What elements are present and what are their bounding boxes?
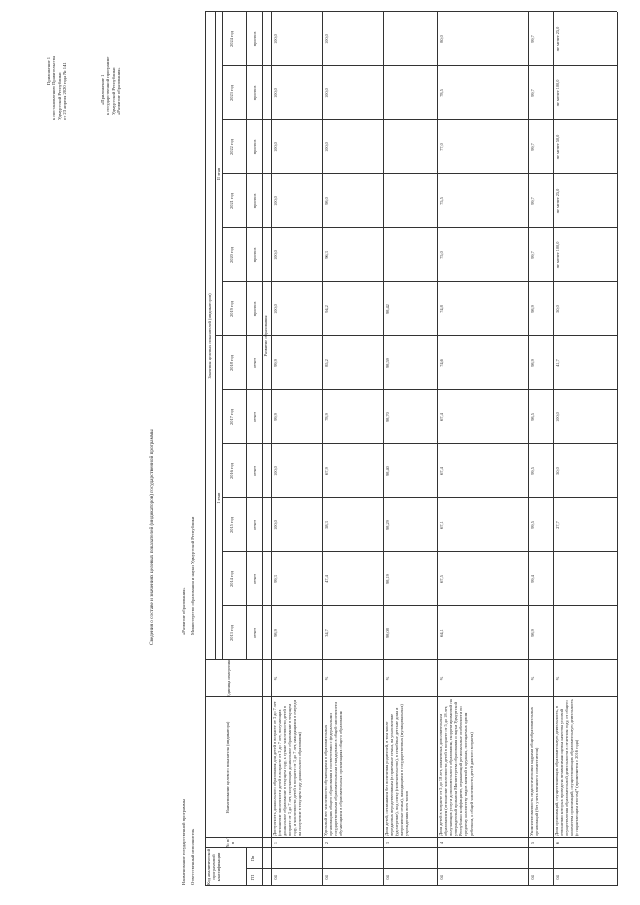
section-title: Развитие образования	[263, 315, 268, 357]
pp-header: Пп	[250, 855, 255, 862]
row-value: не менее 100,0	[555, 241, 560, 269]
row-num: 5	[530, 841, 535, 845]
year-header: 2015 год	[229, 517, 234, 533]
executor-label: Ответственный исполнитель	[190, 828, 195, 885]
stage-1-header: I этап	[216, 492, 221, 504]
row-gp: 04	[439, 875, 444, 880]
row-value: 74,8	[439, 305, 444, 313]
row-value: 100,0	[324, 88, 329, 98]
year-header: 2023 год	[229, 85, 234, 101]
row-num: 4	[439, 841, 444, 845]
row-value: 67,4	[439, 467, 444, 475]
row-name: Удельный вес численности обучающихся в образовательных организациях общего образования в соответствии с федеральными государственными образовательными стандартами в общей численности обучающихся в образовательных организациях общего образования	[323, 702, 344, 836]
year-header: 2013 год	[229, 625, 234, 641]
row-value: 67,9	[324, 467, 329, 475]
table-rule-v	[246, 868, 617, 869]
row-value: 34,7	[324, 629, 329, 637]
row-value: 100,0	[324, 34, 329, 44]
row-value: 98,70	[385, 412, 390, 422]
row-name: Доля организаций, осуществляющих образовательную деятельность, в отношении которых проведена независимая оценка качества условий осуществления образовательной деятельности в отчетном году, от общего количества организаций, осуществляющих образовательную деятельность (с нарастающим итогом)* (применяется с 2016 года)	[554, 699, 580, 836]
year-header: 2020 год	[229, 247, 234, 263]
row-value: не менее 100,0	[555, 79, 560, 107]
code-header: Код аналитической программной классификации	[206, 849, 222, 885]
row-value: 50,0	[555, 305, 560, 313]
year-header: 2021 год	[229, 193, 234, 209]
row-num: 3	[385, 841, 390, 845]
row-value: 67,5	[439, 575, 444, 583]
row-value: 98,08	[385, 628, 390, 638]
row-value: 100,0	[273, 466, 278, 476]
table-rule-h	[205, 12, 206, 886]
kind-header: прогноз	[252, 301, 257, 317]
row-value: 78,5	[439, 89, 444, 97]
table-rule-h	[246, 848, 247, 886]
row-value: 98,42	[385, 304, 390, 314]
row-value: 99,7	[530, 89, 535, 97]
row-name: Укомплектованность педагогическими кадрами общеобразовательных организаций (без учета внешнего совместителя)	[529, 707, 540, 836]
row-value: 98,9	[273, 629, 278, 637]
kind-header: отчет	[252, 627, 257, 639]
year-header: 2014 год	[229, 571, 234, 587]
year-header: 2017 год	[229, 409, 234, 425]
program-value: «Развитие образования»	[181, 587, 186, 635]
row-value: 85,2	[324, 359, 329, 367]
table-rule-h	[246, 12, 247, 660]
row-value: 99,7	[530, 251, 535, 259]
program-label: Наименование государственной программы	[181, 799, 186, 885]
kind-header: прогноз	[252, 139, 257, 155]
row-value: 67,1	[439, 521, 444, 529]
row-unit: %	[555, 676, 560, 681]
row-value: 47,4	[324, 575, 329, 583]
row-value: 27,7	[555, 521, 560, 529]
row-name: Доля детей в возрасте от 5 до 18 лет, охваченных дополнительным образованием (отношение численности детей в возрасте от 5 до 18 лет, получающих услуги дополнительного образования, скорректированной на утвержденный приказом Министерства образования и науки Удмуртской Республики коэффициент, отражающий региональные особенности по среднему количеству видов занятий в кружках, посещаемых одним ребенком, к общей численности детей данного возраста)	[438, 699, 474, 836]
kind-header: прогноз	[252, 247, 257, 263]
row-value: 98,9	[530, 305, 535, 313]
values-header: Значения целевых показателей (индикаторов)	[207, 293, 212, 379]
num-header: № п/п	[225, 838, 236, 848]
year-header: 2018 год	[229, 355, 234, 371]
appendix-line: Удмуртской Республики	[56, 72, 62, 120]
row-value: 99,3	[273, 575, 278, 583]
row-value: 98,59	[385, 358, 390, 368]
row-value: 99,5	[530, 521, 535, 529]
row-gp: 04	[273, 875, 278, 880]
year-header: 2024 год	[229, 31, 234, 47]
row-gp: 04	[555, 875, 560, 880]
row-value: 98,0	[324, 197, 329, 205]
kind-header: отчет	[252, 519, 257, 531]
row-value: 96,3	[324, 251, 329, 259]
year-header: 2019 год	[229, 301, 234, 317]
row-value: 100,0	[273, 142, 278, 152]
program-appendix-line: «Приложение 1	[100, 74, 105, 105]
row-value: 100,0	[273, 520, 278, 530]
year-header: 2016 год	[229, 463, 234, 479]
row-value: не менее 25,0	[555, 188, 560, 214]
row-unit: %	[324, 676, 329, 681]
row-name: Доступность дошкольного образования для детей в возрасте от 3 до 7 лет (отношение численности детей в возрасте от 3 до 7 лет, получающих дошкольное образование в текущем году, к сумме численности детей в возрасте от 3 до 7 лет, получающих дошкольное образование в текущем году, и численности детей в возрасте от 3 до 7 лет, находящихся в очереди на получение в текущем году дошкольного образования)	[272, 700, 303, 836]
kind-header: отчет	[252, 411, 257, 423]
row-value: 58,3	[324, 521, 329, 529]
row-unit: %	[530, 676, 535, 681]
appendix-line: от 23 апреля 2020 года № 141	[62, 62, 68, 120]
row-gp: 04	[530, 875, 535, 880]
row-value: 98,9	[530, 629, 535, 637]
row-value: 100,0	[273, 304, 278, 314]
row-value: 80,0	[439, 35, 444, 43]
executor-value: Министерство образования и науки Удмуртской Республики	[190, 516, 195, 635]
row-num: 1	[273, 841, 278, 845]
row-value: 100,0	[273, 88, 278, 98]
table-rule-v	[222, 605, 617, 606]
table-rule-h	[222, 12, 223, 660]
kind-header: прогноз	[252, 31, 257, 47]
row-value: 94,2	[324, 305, 329, 313]
appendix-line: Приложение 1	[46, 56, 51, 85]
row-unit: %	[273, 676, 278, 681]
program-appendix-line: к государственной программе	[105, 56, 111, 115]
row-value: 74,6	[439, 359, 444, 367]
name-header: Наименование целевого показателя (индикатора)	[225, 721, 230, 814]
row-gp: 04	[385, 875, 390, 880]
row-value: 75,5	[439, 197, 444, 205]
row-value: 99,9	[273, 359, 278, 367]
row-value: 100,0	[273, 34, 278, 44]
row-value: 50,0	[555, 467, 560, 475]
row-value: 100,0	[555, 412, 560, 422]
kind-header: прогноз	[252, 193, 257, 209]
stage-2-header: II этап	[216, 167, 221, 181]
year-header: 2022 год	[229, 139, 234, 155]
row-value: 99,5	[530, 467, 535, 475]
row-value: 99,7	[530, 197, 535, 205]
row-unit: %	[439, 676, 444, 681]
row-value: 99,4	[530, 575, 535, 583]
kind-header: прогноз	[252, 85, 257, 101]
row-value: 98,19	[385, 574, 390, 584]
program-appendix-line: «Развитие образования»	[116, 67, 122, 115]
row-value: 67,4	[439, 413, 444, 421]
row-value: 99,7	[530, 143, 535, 151]
row-name: Доля детей, оставшихся без попечения родителей, в том числе переданных неродственникам (в приемные семьи, на усыновление (удочерение), под опеку (попечительство), в семейные детские дома и патронатные семьи), находящихся в государственных (муниципальных) учреждениях всех типов	[384, 704, 410, 836]
row-num: 2	[324, 841, 329, 845]
row-unit: %	[385, 676, 390, 681]
appendix-line: к постановлению Правительства	[51, 56, 57, 120]
row-value: 98,29	[385, 520, 390, 530]
row-value: 99,9	[273, 413, 278, 421]
gp-header: ГП	[250, 874, 255, 881]
row-value: 99,7	[530, 35, 535, 43]
row-value: не менее 50,0	[555, 134, 560, 160]
kind-header: отчет	[252, 357, 257, 369]
row-value: 75,0	[439, 251, 444, 259]
row-value: 100,0	[273, 250, 278, 260]
kind-header: отчет	[252, 573, 257, 585]
row-value: 41,7	[555, 359, 560, 367]
table-rule-h	[617, 12, 618, 886]
document-title: Сведения о составе и значениях целевых показателей (индикаторов) государственной программы	[149, 429, 155, 645]
row-value: 78,9	[324, 413, 329, 421]
row-value: 98,9	[530, 359, 535, 367]
program-appendix-line: Удмуртской Республики	[110, 67, 116, 115]
row-value: 77,0	[439, 143, 444, 151]
row-num: 6	[555, 841, 560, 845]
row-value: не менее 25,0	[555, 26, 560, 52]
row-value: 98,5	[530, 413, 535, 421]
row-value: 98,40	[385, 466, 390, 476]
row-value: 100,0	[273, 196, 278, 206]
kind-header: отчет	[252, 465, 257, 477]
row-gp: 04	[324, 875, 329, 880]
row-value: 100,0	[324, 142, 329, 152]
unit-header: Единица измерения	[226, 660, 231, 697]
row-value: 64,1	[439, 629, 444, 637]
